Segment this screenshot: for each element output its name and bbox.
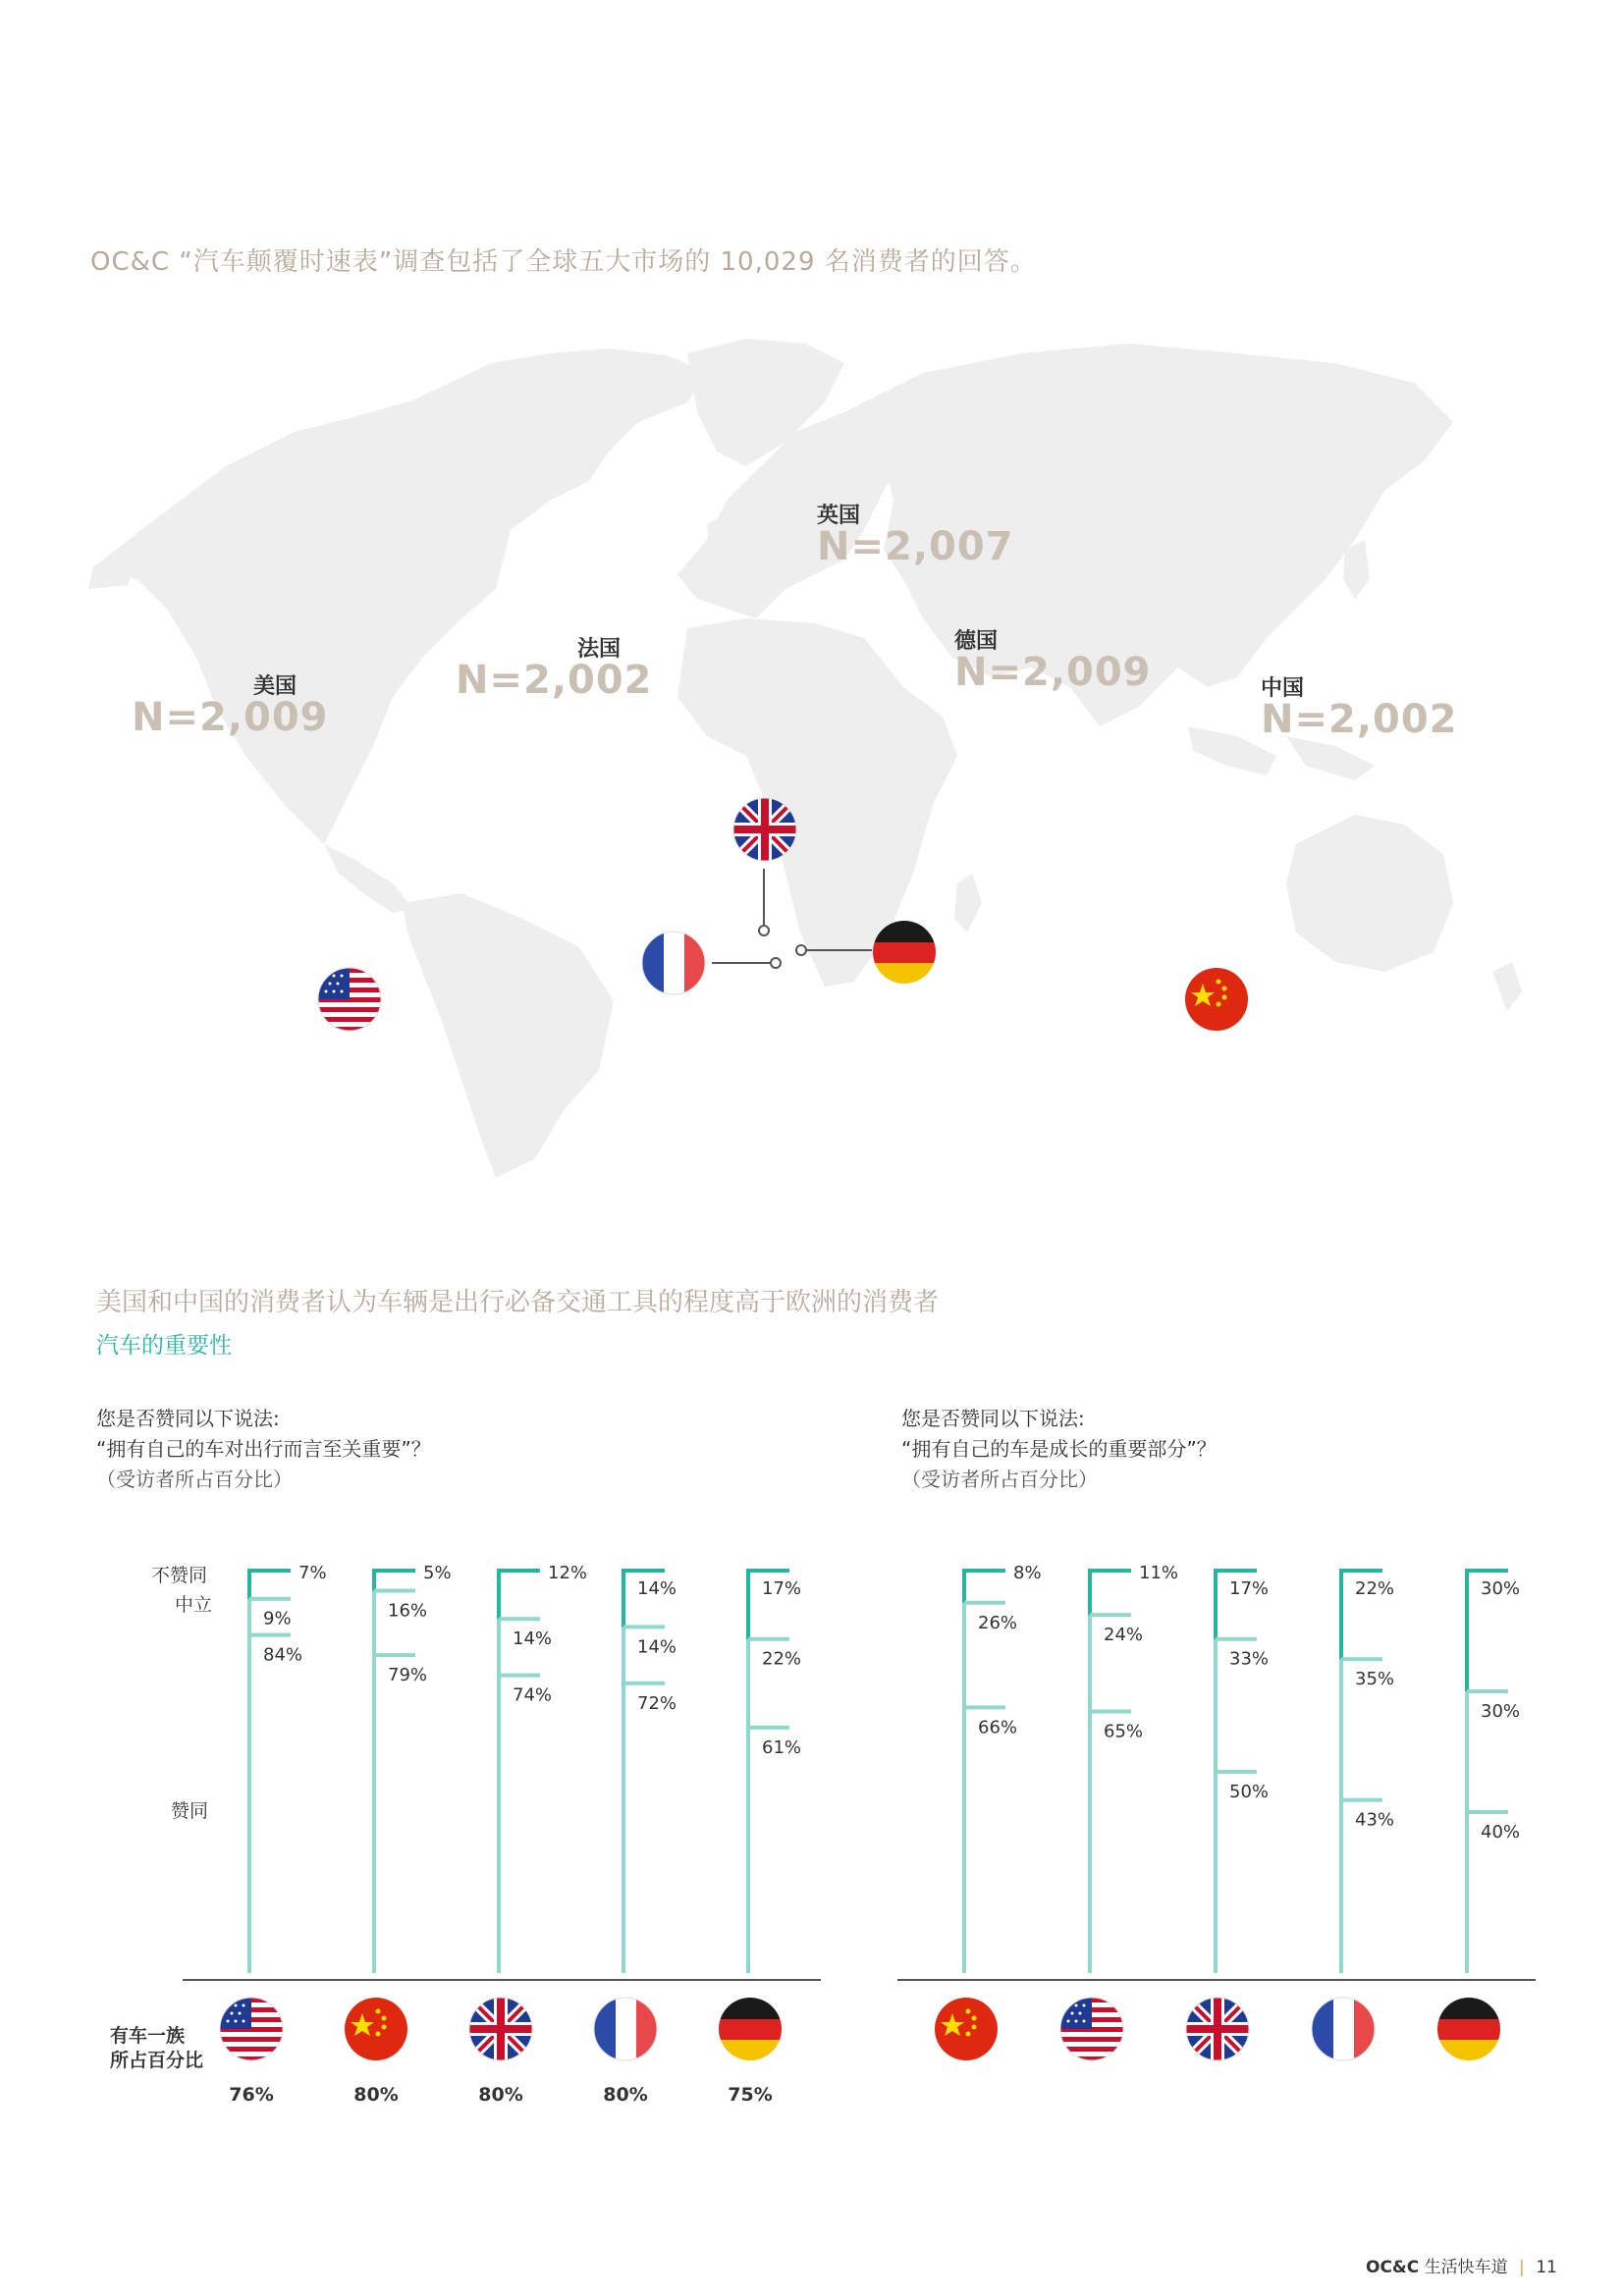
flag-de-icon	[1437, 1998, 1500, 2060]
row-label-agree: 赞同	[171, 1800, 209, 1822]
footer-page-number: 11	[1536, 2258, 1557, 2277]
label-agree: 72%	[637, 1692, 677, 1714]
chart-right	[884, 1531, 1610, 2081]
label-agree: 40%	[1481, 1822, 1521, 1842]
footer-brand: OC&C	[1366, 2258, 1420, 2277]
ownership-value: 75%	[728, 2084, 773, 2106]
label-neutral: 26%	[978, 1612, 1018, 1633]
left-question-line2: “拥有自己的车对出行而言至关重要”？	[96, 1437, 431, 1461]
label-disagree: 30%	[1481, 1578, 1521, 1599]
label-disagree: 17%	[1229, 1578, 1270, 1599]
label-agree: 65%	[1104, 1721, 1144, 1742]
label-agree: 50%	[1229, 1782, 1270, 1802]
map-flag-fr	[642, 932, 705, 994]
chart-left	[157, 1531, 844, 2106]
ownership-value: 76%	[229, 2084, 274, 2106]
label-disagree: 14%	[637, 1578, 677, 1599]
map-label-cn: 中国	[1261, 676, 1305, 701]
label-neutral: 24%	[1104, 1625, 1144, 1646]
right-question	[901, 1404, 1217, 1495]
flag-us-icon	[220, 1998, 283, 2061]
label-neutral: 35%	[1355, 1669, 1395, 1690]
flag-uk-icon	[1186, 1998, 1249, 2060]
right-question-note: （受访者所占百分比）	[901, 1468, 1098, 1491]
footer-divider: |	[1519, 2258, 1525, 2277]
label-disagree: 17%	[762, 1578, 802, 1599]
flag-de-icon	[719, 1998, 782, 2060]
label-disagree: 5%	[423, 1563, 452, 1583]
right-question-line2: “拥有自己的车是成长的重要部分”？	[901, 1437, 1217, 1461]
map-n-us: N=2,009	[132, 695, 329, 740]
section-subtitle: 汽车的重要性	[96, 1333, 232, 1359]
label-disagree: 7%	[298, 1563, 327, 1583]
flag-uk-icon	[469, 1998, 532, 2060]
flag-us-icon	[1060, 1998, 1123, 2061]
section-title: 美国和中国的消费者认为车辆是出行必备交通工具的程度高于欧洲的消费者	[96, 1288, 940, 1317]
ownership-value: 80%	[603, 2084, 648, 2106]
uk-connector-dot	[759, 926, 769, 935]
map-flag-us	[318, 968, 381, 1032]
world-map	[0, 294, 1624, 1207]
map-n-uk: N=2,007	[817, 524, 1014, 569]
page-footer	[1366, 2253, 1557, 2277]
ownership-value: 80%	[353, 2084, 399, 2106]
map-flag-uk	[733, 798, 796, 861]
label-neutral: 14%	[513, 1629, 553, 1650]
map-flag-de	[873, 921, 936, 984]
label-neutral: 16%	[388, 1600, 428, 1622]
map-n-cn: N=2,002	[1261, 697, 1458, 742]
right-question-line1: 您是否赞同以下说法:	[901, 1407, 1085, 1430]
flag-cn-icon	[935, 1998, 998, 2060]
label-neutral: 33%	[1229, 1648, 1270, 1670]
flag-fr-icon	[1312, 1998, 1375, 2060]
label-neutral: 22%	[762, 1648, 802, 1670]
label-agree: 66%	[978, 1717, 1018, 1738]
label-agree: 84%	[263, 1644, 303, 1666]
row-label-disagree: 不赞同	[151, 1565, 208, 1586]
de-connector-dot	[796, 945, 806, 955]
world-map-landmass	[88, 339, 1522, 1178]
label-disagree: 8%	[1013, 1563, 1042, 1583]
map-n-fr: N=2,002	[456, 658, 653, 703]
fr-connector-dot	[771, 958, 781, 968]
label-disagree: 12%	[548, 1563, 588, 1583]
map-label-de: 德国	[954, 629, 999, 654]
map-flag-cn	[1185, 968, 1248, 1031]
label-agree: 43%	[1355, 1809, 1395, 1831]
label-agree: 79%	[388, 1665, 428, 1686]
label-disagree: 22%	[1355, 1578, 1395, 1599]
footer-title: 生活快车道	[1424, 2258, 1508, 2277]
map-label-uk: 英国	[817, 504, 861, 528]
label-neutral: 30%	[1481, 1701, 1521, 1722]
left-question-line1: 您是否赞同以下说法:	[96, 1407, 280, 1430]
ownership-label-line2: 所占百分比	[110, 2050, 204, 2071]
map-n-de: N=2,009	[954, 650, 1152, 695]
left-question-note: （受访者所占百分比）	[96, 1468, 293, 1491]
label-agree: 74%	[513, 1684, 553, 1706]
flag-cn-icon	[345, 1998, 407, 2060]
label-agree: 61%	[762, 1736, 802, 1758]
ownership-value: 80%	[478, 2084, 523, 2106]
ownership-label-line1: 有车一族	[110, 2025, 186, 2047]
ownership-label	[110, 2024, 203, 2073]
map-label-fr: 法国	[577, 637, 622, 662]
row-label-neutral: 中立	[175, 1594, 213, 1616]
map-label-us: 美国	[253, 674, 298, 699]
label-neutral: 9%	[263, 1608, 292, 1629]
left-question	[96, 1404, 431, 1495]
flag-fr-icon	[594, 1998, 657, 2060]
label-disagree: 11%	[1139, 1563, 1179, 1583]
intro-text: OC&C “汽车颠覆时速表”调查包括了全球五大市场的 10,029 名消费者的回答。	[90, 247, 1037, 277]
label-neutral: 14%	[637, 1636, 677, 1658]
